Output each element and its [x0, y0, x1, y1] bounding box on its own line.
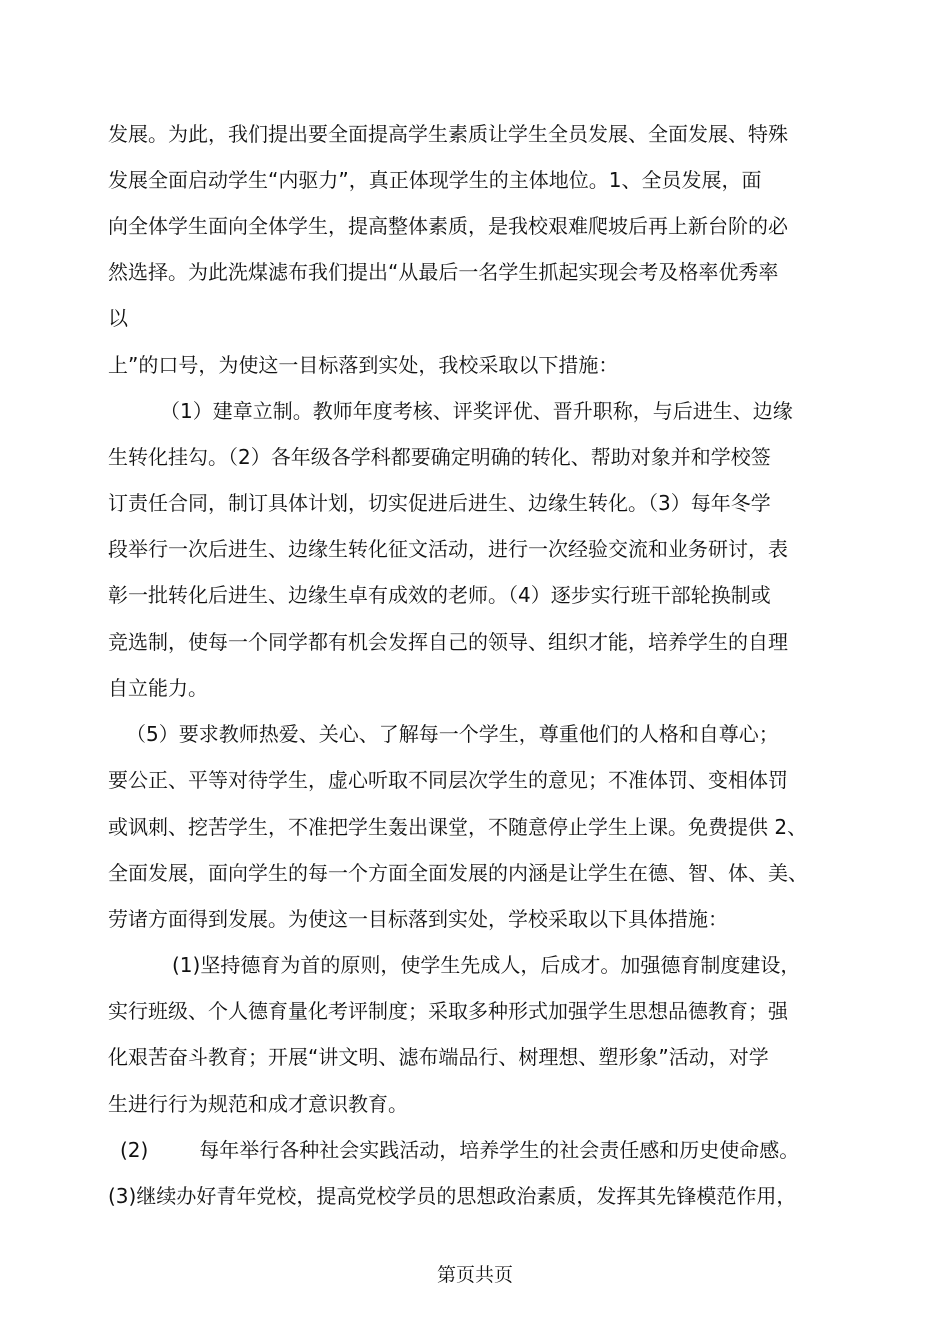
text-line: 生转化挂勾。（2）各年级各学科都要确定明确的转化、帮助对象并和学校签: [108, 445, 771, 469]
text-line: 彰一批转化后进生、边缘生卓有成效的老师。（4）逐步实行班干部轮换制或: [108, 583, 771, 607]
text-line: 自立能力。: [108, 676, 208, 700]
text-line: （5）要求教师热爱、关心、了解每一个学生，尊重他们的人格和自尊心；: [126, 722, 779, 746]
text-line: 段举行一次后进生、边缘生转化征文活动，进行一次经验交流和业务研讨，表: [108, 537, 788, 561]
page-footer: 第页共页: [436, 1264, 513, 1286]
text-line: 订责任合同，制订具体计划，切实促进后进生、边缘生转化。（3）每年冬学: [108, 491, 771, 515]
text-line: 生进行行为规范和成才意识教育。: [108, 1092, 408, 1116]
text-line: (2) 每年举行各种社会实践活动，培养学生的社会责任感和历史使命感。: [120, 1138, 800, 1162]
text-line: (1)坚持德育为首的原则，使学生先成人，后成才。加强德育制度建设，: [172, 953, 801, 977]
text-line: 发展。为此，我们提出要全面提高学生素质让学生全员发展、全面发展、特殊: [108, 122, 788, 146]
text-line: 化艰苦奋斗教育；开展“讲文明、滤布端品行、树理想、塑形象”活动，对学: [108, 1045, 769, 1069]
text-line: 以: [108, 306, 128, 330]
text-line: 上”的口号，为使这一目标落到实处，我校采取以下措施：: [108, 353, 619, 377]
text-line: 向全体学生面向全体学生，提高整体素质，是我校艰难爬坡后再上新台阶的必: [108, 214, 788, 238]
text-line: (3)继续办好青年党校，提高党校学员的思想政治素质，发挥其先锋模范作用，: [108, 1184, 797, 1208]
text-line: 要公正、平等对待学生，虚心听取不同层次学生的意见；不准体罚、变相体罚: [108, 768, 788, 792]
text-line: 或讽刺、挖苦学生，不准把学生轰出课堂，不随意停止学生上课。免费提供 2、: [108, 815, 808, 839]
text-line: 然选择。为此洗煤滤布我们提出“从最后一名学生抓起实现会考及格率优秀率: [108, 260, 779, 284]
text-line: 竞选制，使每一个同学都有机会发挥自己的领导、组织才能，培养学生的自理: [108, 630, 788, 654]
text-line: 全面发展，面向学生的每一个方面全面发展的内涵是让学生在德、智、体、美、: [108, 861, 808, 885]
text-line: （1）建章立制。教师年度考核、评奖评优、晋升职称，与后进生、边缘: [160, 399, 793, 423]
text-line: 劳诸方面得到发展。为使这一目标落到实处，学校采取以下具体措施：: [108, 907, 728, 931]
text-line: 发展全面启动学生“内驱力”，真正体现学生的主体地位。1、全员发展，面: [108, 168, 762, 192]
text-line: 实行班级、个人德育量化考评制度；采取多种形式加强学生思想品德教育；强: [108, 999, 788, 1023]
